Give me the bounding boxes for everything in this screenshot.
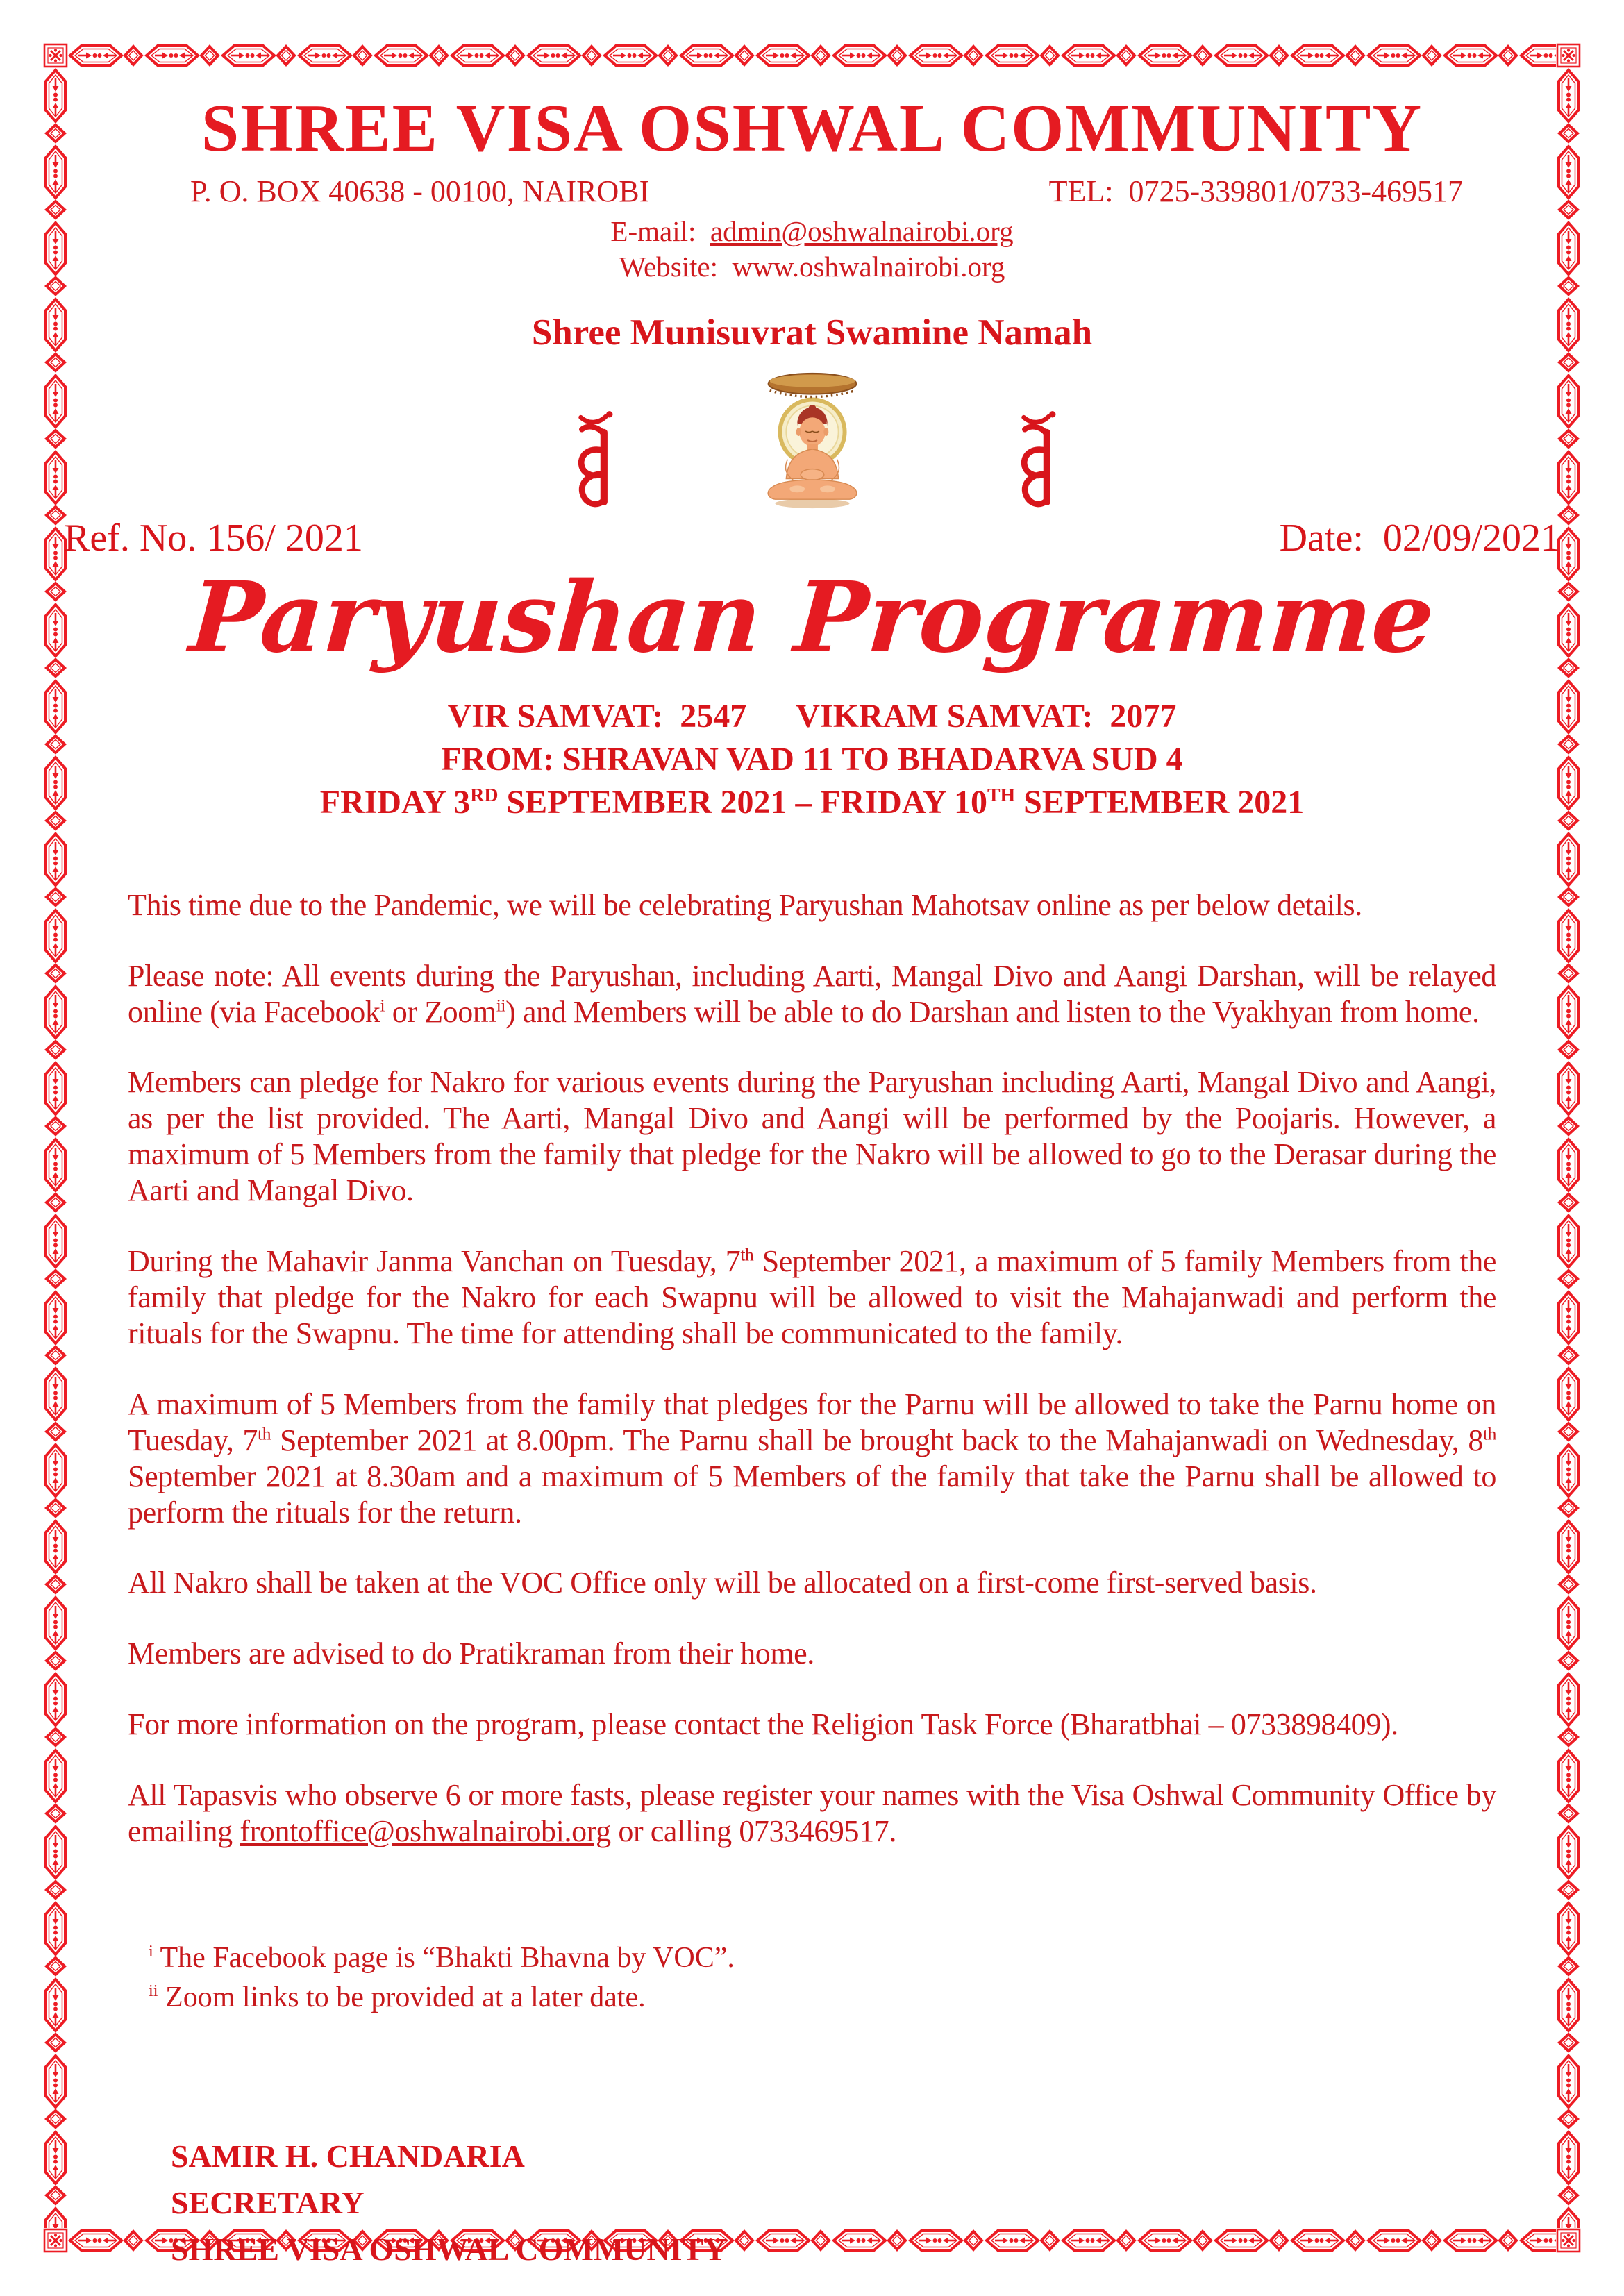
footnote-zoom: $^{ii}$ Zoom links to be provided at a later date. bbox=[149, 1981, 646, 2013]
jain-om-icon bbox=[558, 410, 623, 509]
letter-body bbox=[128, 887, 1496, 1850]
signature-name: SAMIR H. CHANDARIA bbox=[171, 2138, 525, 2175]
website-row bbox=[0, 250, 1624, 284]
body-paragraph-8: For more information on the program, please contact the Religion Task Force (Bharatbhai – 0733898409). bbox=[128, 1707, 1398, 1742]
friday-line: FRIDAY 3RD SEPTEMBER 2021 – FRIDAY 10TH SEPTEMBER 2021 bbox=[319, 784, 1305, 821]
ref-date-row bbox=[0, 516, 1624, 560]
body-paragraph-1: This time due to the Pandemic, we will be celebrating Paryushan Mahotsav online as per below details. bbox=[128, 887, 1362, 922]
community-title: SHREE VISA OSHWAL COMMUNITY bbox=[201, 91, 1423, 166]
body-paragraph-5: A maximum of 5 Members from the family that pledges for the Parnu will be allowed to take the Parnu home on Tuesday, 7th September 2021 at 8.00pm. The Parnu shall be brought back to the Mahajanwadi on Wednesday, 8th September 2021 at 8.30am and a maximum of 5 Members of the family that take the Parnu shall be allowed to perform the rituals for the return. bbox=[128, 1386, 1497, 1530]
signature-role: SECRETARY bbox=[171, 2185, 365, 2221]
religious-icons-row bbox=[0, 362, 1624, 513]
body-paragraph-7: Members are advised to do Pratikraman from their home. bbox=[128, 1636, 814, 1671]
body-paragraph-6: All Nakro shall be taken at the VOC Office only will be allocated on a first-come first-served basis. bbox=[128, 1566, 1317, 1600]
po-box: P. O. BOX 40638 - 00100, NAIROBI bbox=[190, 174, 650, 208]
invocation-line: Shree Munisuvrat Swamine Namah bbox=[531, 312, 1093, 353]
body-paragraph-4: During the Mahavir Janma Vanchan on Tuesday, 7th September 2021, a maximum of 5 family Members from the family that pledge for the Nakro for each Swapnu will be allowed to visit the Mahajanwadi and perform the rituals for the Swapnu. The time for attending shall be communicated to the family. bbox=[128, 1244, 1497, 1350]
jain-om-icon bbox=[1001, 410, 1066, 509]
body-paragraph-9: All Tapasvis who observe 6 or more fasts, please register your names with the Visa Oshwal Community Office by emailing frontoffice@oshwalnairobi.org or calling 0733469517. bbox=[128, 1778, 1496, 1849]
letter-date: Date: 02/09/2021 bbox=[1279, 517, 1560, 560]
footnote-facebook: $^i$ The Facebook page is “Bhakti Bhavna by VOC”. bbox=[149, 1941, 735, 1974]
footnotes bbox=[149, 1938, 1496, 2017]
body-paragraph-2: Please note: All events during the Paryushan, including Aarti, Mangal Divo and Aangi Darshan, will be relayed online (via Facebook$^i$ or Zoom$^{ii}$) and Members will be able to do Darshan and listen to the Vyakhyan from home. bbox=[128, 958, 1496, 1029]
signature-block bbox=[171, 2134, 1624, 2272]
website-label: Website: bbox=[619, 251, 733, 283]
munisuvrat-swami-figure bbox=[728, 363, 897, 513]
email-label: E-mail: bbox=[610, 215, 710, 247]
website-text: www.oshwalnairobi.org bbox=[732, 251, 1005, 283]
signature-org: SHREE VISA OSHWAL COMMUNITY bbox=[171, 2231, 727, 2267]
address-tel-row bbox=[0, 174, 1624, 209]
email-row bbox=[0, 215, 1624, 249]
from-line: FROM: SHRAVAN VAD 11 TO BHADARVA SUD 4 bbox=[441, 740, 1183, 778]
samvat-block bbox=[0, 695, 1624, 825]
ref-number: Ref. No. 156/ 2021 bbox=[64, 517, 363, 560]
tel-number: TEL: 0725-339801/0733-469517 bbox=[1048, 174, 1463, 208]
body-paragraph-3: Members can pledge for Nakro for various events during the Paryushan including Aarti, Mangal Divo and Aangi, as per the list provided. The Aarti, Mangal Divo and Aangi will be performed by the Poojaris. However, a maximum of 5 Members from the family that pledge for the Nakro will be allowed to go to the Derasar during the Aarti and Mangal Divo. bbox=[128, 1065, 1496, 1208]
programme-title: Paryushan Programme bbox=[186, 561, 1438, 676]
samvat-line: VIR SAMVAT: 2547 VIKRAM SAMVAT: 2077 bbox=[447, 697, 1177, 735]
email-link[interactable]: admin@oshwalnairobi.org bbox=[710, 215, 1014, 247]
